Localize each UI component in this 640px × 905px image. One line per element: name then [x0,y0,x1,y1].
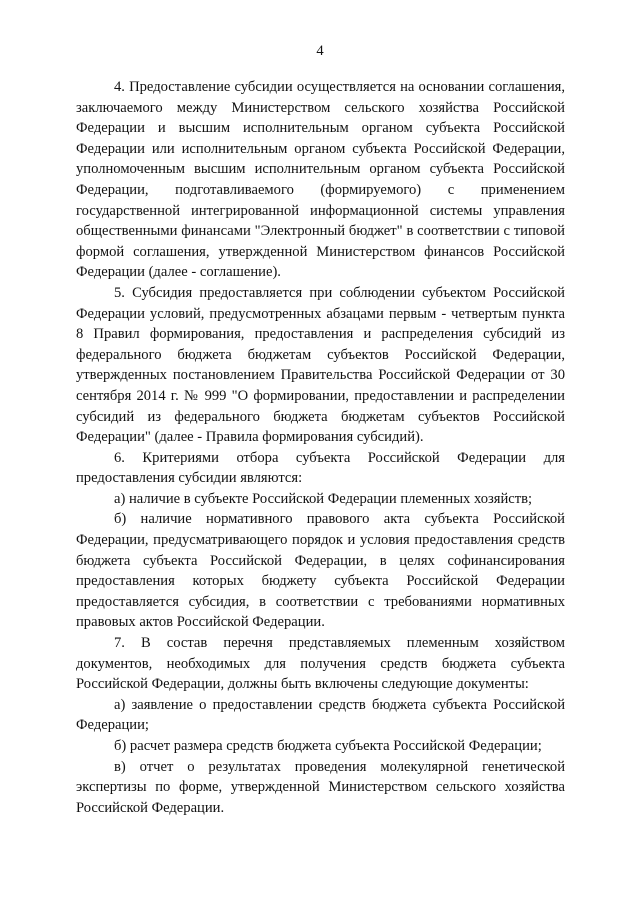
subitem-6b: б) наличие нормативного правового акта субъекта Российской Федерации, предусматривающего порядок и условия предоставления средств бюджета субъекта Российской Федерации, в целях софинансирования предоставления которых бюджету субъекта Российской Федерации предоставляется субсидия, в соответствии с требованиями нормативных правовых актов Российской Федерации. [76,511,565,631]
document-body [76,77,565,818]
subitem-6a: а) наличие в субъекте Российской Федерации племенных хозяйств; [114,490,533,507]
subitem-7b: б) расчет размера средств бюджета субъекта Российской Федерации; [114,738,542,754]
page-number: 4 [316,43,324,59]
subitem-7c: в) отчет о результатах проведения молекулярной генетической экспертизы по форме, утвержденной Министерством сельского хозяйства Российской Федерации. [76,758,565,816]
paragraph-item-4: 4. Предоставление субсидии осуществляется на основании соглашения, заключаемого между Министерством сельского хозяйства Российской Федерации и высшим исполнительным органом субъекта Российской Федерации или исполнительным органом субъекта Российской Федерации, уполномоченным высшим исполнительным органом субъекта Российской Федерации, подготавливаемого (формируемого) с применением государственной интегрированной информационной системы управления общественными финансами "Электронный бюджет" в соответствии с типовой формой соглашения, утвержденной Министерством финансов Российской Федерации (далее - соглашение). [76,79,565,281]
paragraph-item-6: 6. Критериями отбора субъекта Российской Федерации для предоставления субсидии являются: [76,449,565,487]
paragraph-item-7: 7. В состав перечня представляемых племенным хозяйством документов, необходимых для получения средств бюджета субъекта Российской Федерации, должны быть включены следующие документы: [76,635,565,693]
subitem-7a: а) заявление о предоставлении средств бюджета субъекта Российской Федерации; [76,696,565,734]
paragraph-item-5: 5. Субсидия предоставляется при соблюдении субъектом Российской Федерации условий, предусмотренных абзацами первым - четвертым пункта 8 Правил формирования, предоставления и распределения субсидий из федерального бюджета бюджетам субъектов Российской Федерации, утвержденных постановлением Правительства Российской Федерации от 30 сентября 2014 г. № 999 "О формировании, предоставлении и распределении субсидий из федерального бюджета бюджетам субъектов Российской Федерации" (далее - Правила формирования субсидий). [76,284,565,446]
